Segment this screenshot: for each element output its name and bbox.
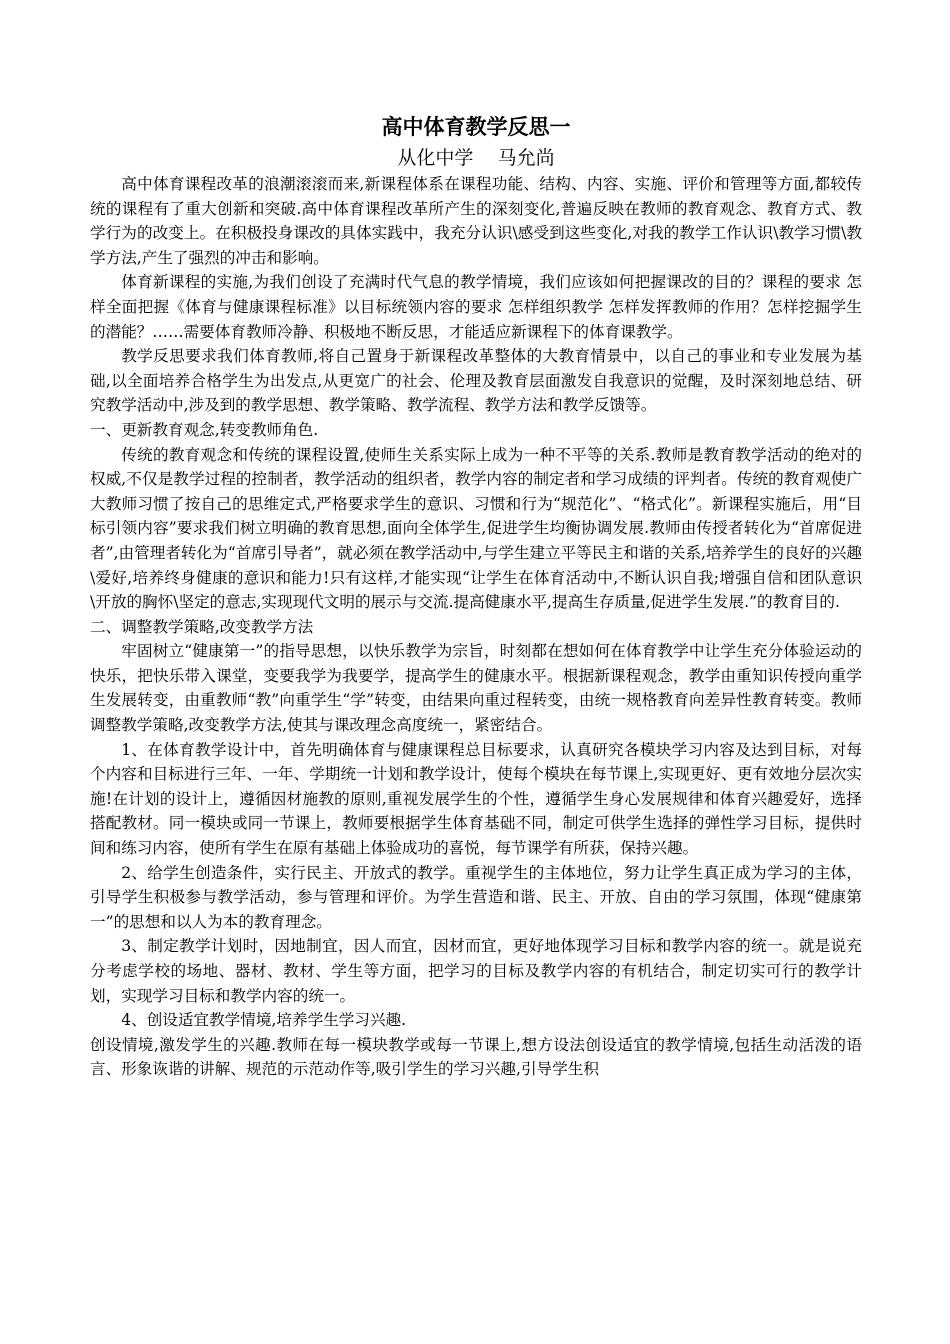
section-heading: 创设情境,激发学生的兴趣.教师在每一模块教学或每一节课上,想方设法创设适宜的教学情境,包括生动活泼的语言、形象诙谐的讲解、规范的示范动作等,吸引学生的学习兴趣,引导学生积 <box>90 1035 862 1079</box>
paragraph: 教学反思要求我们体育教师,将自己置身于新课程改革整体的大教育情景中，以自己的事业和专业发展为基础,以全面培养合格学生为出发点,从更宽广的社会、伦理及教育层面激发自我意识的觉醒，及时深刻地总结、研究教学活动中,涉及到的教学思想、教学策略、教学流程、教学方法和教学反馈等。 <box>90 347 862 415</box>
paragraph: 牢固树立“健康第一”的指导思想，以快乐教学为宗旨，时刻都在想如何在体育教学中让学生充分体验运动的快乐，把快乐带入课堂，变要我学为我要学，提高学生的健康水平。根据新课程观念，教学由重知识传授向重学生发展转变，由重教师“教”向重学生“学”转变，由结果向重过程转变，由统一规格教育向差异性教育转变。教师调整教学策略,改变教学方法,使其与课改理念高度统一，紧密结合。 <box>90 642 862 735</box>
paragraph: 4、创设适宜教学情境,培养学生学习兴趣. <box>121 1011 407 1030</box>
paragraph: 1、在体育教学设计中，首先明确体育与健康课程总目标要求，认真研究各模块学习内容及达到目标，对每个内容和目标进行三年、一年、学期统一计划和教学设计，使每个模块在每节课上,实现更好、更有效地分层次实施!在计划的设计上，遵循因材施教的原则,重视发展学生的个性，遵循学生身心发展规律和体育兴趣爱好，选择搭配教材。同一模块或同一节课上，教师要根据学生体育基础不同，制定可供学生选择的弹性学习目标，提供时间和练习内容，使所有学生在原有基础上体验成功的喜悦，每节课学有所获，保持兴趣。 <box>90 740 862 858</box>
paragraph: 2、给学生创造条件，实行民主、开放式的教学。重视学生的主体地位，努力让学生真正成为学习的主体，引导学生积极参与教学活动，参与管理和评价。为学生营造和谐、民主、开放、自由的学习氛围，体现“健康第一”的思想和以人为本的教育理念。 <box>90 863 862 931</box>
paragraph: 3、制定教学计划时，因地制宜，因人而宜，因材而宜，更好地体现学习目标和教学内容的统一。就是说充分考虑学校的场地、器材、教材、学生等方面，把学习的目标及教学内容的有机结合，制定切实可行的教学计划，实现学习目标和教学内容的统一。 <box>90 937 862 1005</box>
paragraph: 体育新课程的实施,为我们创设了充满时代气息的教学情境，我们应该如何把握课改的目的？课程的要求 怎样全面把握《体育与健康课程标准》以目标统领内容的要求 怎样组织教学 怎样发挥教师的作用？怎样挖掘学生的潜能？……需要体育教师冷静、积极地不断反思，才能适应新课程下的体育课教学。 <box>90 273 862 341</box>
document-page <box>90 110 862 1082</box>
document-author: 从化中学 马允尚 <box>397 147 555 169</box>
paragraph: 高中体育课程改革的浪潮滚滚而来,新课程体系在课程功能、结构、内容、实施、评价和管理等方面,都较传统的课程有了重大创新和突破.高中体育课程改革所产生的深刻变化,普遍反映在教师的教育观念、教育方式、教学行为的改变上。在积极投身课改的具体实践中，我充分认识\感受到这些变化,对我的教学工作认识\教学习惯\教学方法,产生了强烈的冲击和影响。 <box>90 175 862 267</box>
section-heading: 一、更新教育观念,转变教师角色. <box>90 420 319 439</box>
document-body <box>90 172 862 1082</box>
section-heading: 二、调整教学策略,改变教学方法 <box>90 617 314 636</box>
document-title: 高中体育教学反思一 <box>381 115 571 139</box>
paragraph: 传统的教育观念和传统的课程设置,使师生关系实际上成为一种不平等的关系.教师是教育教学活动的绝对的权威,不仅是教学过程的控制者，教学活动的组织者，教学内容的制定者和学习成绩的评判者。传统的教育观使广大教师习惯了按自己的思维定式,严格要求学生的意识、习惯和行为“规范化”、“格式化”。新课程实施后，用“目标引领内容”要求我们树立明确的教育思想,面向全体学生,促进学生均衡协调发展.教师由传授者转化为“首席促进者”,由管理者转化为“首席引导者”，就必须在教学活动中,与学生建立平等民主和谐的关系,培养学生的良好的兴趣\爱好,培养终身健康的意识和能力!只有这样,才能实现“让学生在体育活动中,不断认识自我;增强自信和团队意识\开放的胸怀\坚定的意志,实现现代文明的展示与交流.提高健康水平,提高生存质量,促进学生发展.”的教育目的. <box>90 445 862 612</box>
